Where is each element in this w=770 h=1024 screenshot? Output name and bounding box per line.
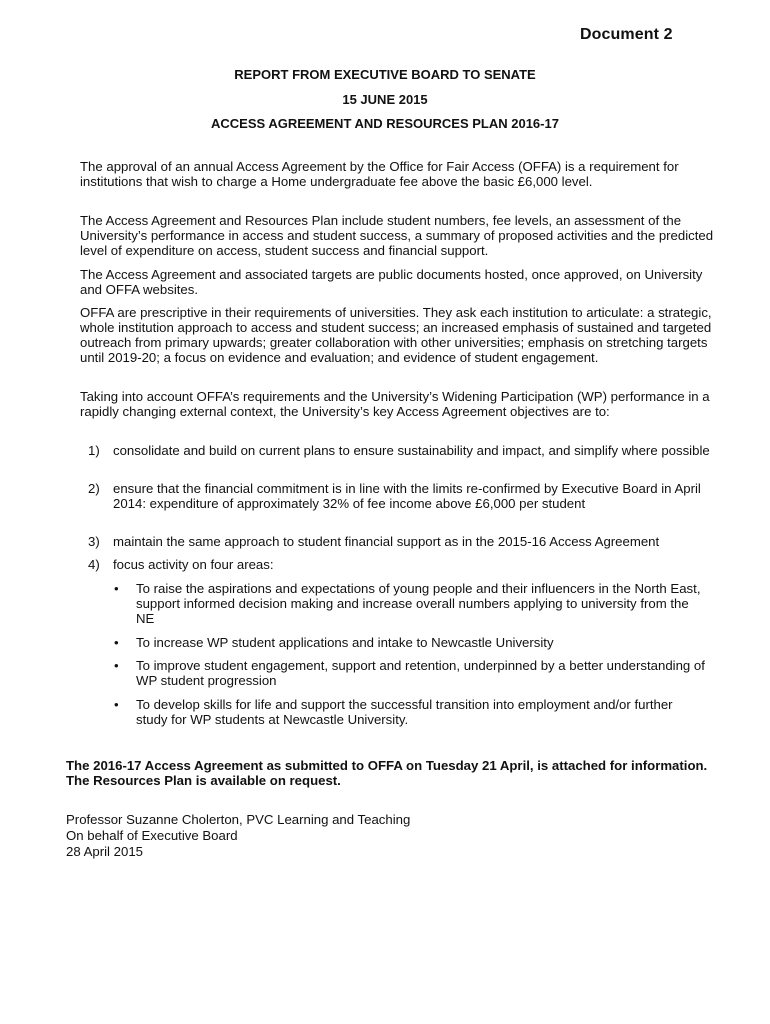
signature-date: 28 April 2015 (66, 844, 143, 859)
bullet-icon: • (114, 635, 119, 650)
bullet-icon: • (114, 697, 119, 712)
objective-number: 3) (88, 534, 100, 549)
document-label: Document 2 (580, 26, 673, 43)
objective-text: focus activity on four areas: (113, 557, 274, 572)
objective-number: 4) (88, 557, 100, 572)
paragraph-offa-approval: The approval of an annual Access Agreement by the Office for Fair Access (OFFA) is a requirement for institutions that wish to charge a Home undergraduate fee above the basic £6,000 level. (80, 159, 679, 189)
objective-number: 2) (88, 481, 100, 496)
focus-area-text: To develop skills for life and support the successful transition into employment and/or further study for WP students at Newcastle University. (136, 697, 673, 727)
objective-text: maintain the same approach to student financial support as in the 2015-16 Access Agreement (113, 534, 660, 549)
paragraph-plan-contents: The Access Agreement and Resources Plan include student numbers, fee levels, an assessment of the University’s performance in access and student success, a summary of proposed activities and the predicted level of expenditure on access, student success and financial support. (80, 213, 714, 258)
bullet-icon: • (114, 658, 119, 673)
paragraph-offa-requirements: OFFA are prescriptive in their requirements of universities. They ask each institution to articulate: a strategic, whole institution approach to access and student success; an increased emphasis of sustained and targeted outreach from primary upwards; greater collaboration with other universities; emphasis on stretching targets until 2019-20; a focus on evidence and evaluation; and evidence of student engagement. (80, 305, 712, 365)
closing-note: The 2016-17 Access Agreement as submitted to OFFA on Tuesday 21 April, is attached for information. The Resources Plan is available on request. (66, 758, 708, 788)
signature-behalf: On behalf of Executive Board (66, 828, 238, 843)
report-title: REPORT FROM EXECUTIVE BOARD TO SENATE (234, 67, 536, 82)
objective-number: 1) (88, 443, 100, 458)
report-subject: ACCESS AGREEMENT AND RESOURCES PLAN 2016-17 (211, 116, 559, 131)
signature-name: Professor Suzanne Cholerton, PVC Learning and Teaching (66, 812, 411, 827)
focus-area-text: To raise the aspirations and expectations of young people and their influencers in the North East, support informed decision making and increase overall numbers applying to university from the NE (136, 581, 701, 626)
report-date: 15 JUNE 2015 (342, 92, 428, 107)
objective-text: ensure that the financial commitment is in line with the limits re-confirmed by Executive Board in April 2014: expenditure of approximately 32% of fee income above £6,000 per student (113, 481, 701, 511)
focus-area-text: To increase WP student applications and intake to Newcastle University (136, 635, 554, 650)
paragraph-objectives-intro: Taking into account OFFA’s requirements and the University’s Widening Participation (WP) performance in a rapidly changing external context, the University’s key Access Agreement objectives are to: (80, 389, 710, 419)
objective-text: consolidate and build on current plans to ensure sustainability and impact, and simplify where possible (113, 443, 710, 458)
bullet-icon: • (114, 581, 119, 596)
paragraph-public-documents: The Access Agreement and associated targets are public documents hosted, once approved, on University and OFFA websites. (80, 267, 703, 297)
focus-area-text: To improve student engagement, support and retention, underpinned by a better understanding of WP student progression (136, 658, 705, 688)
